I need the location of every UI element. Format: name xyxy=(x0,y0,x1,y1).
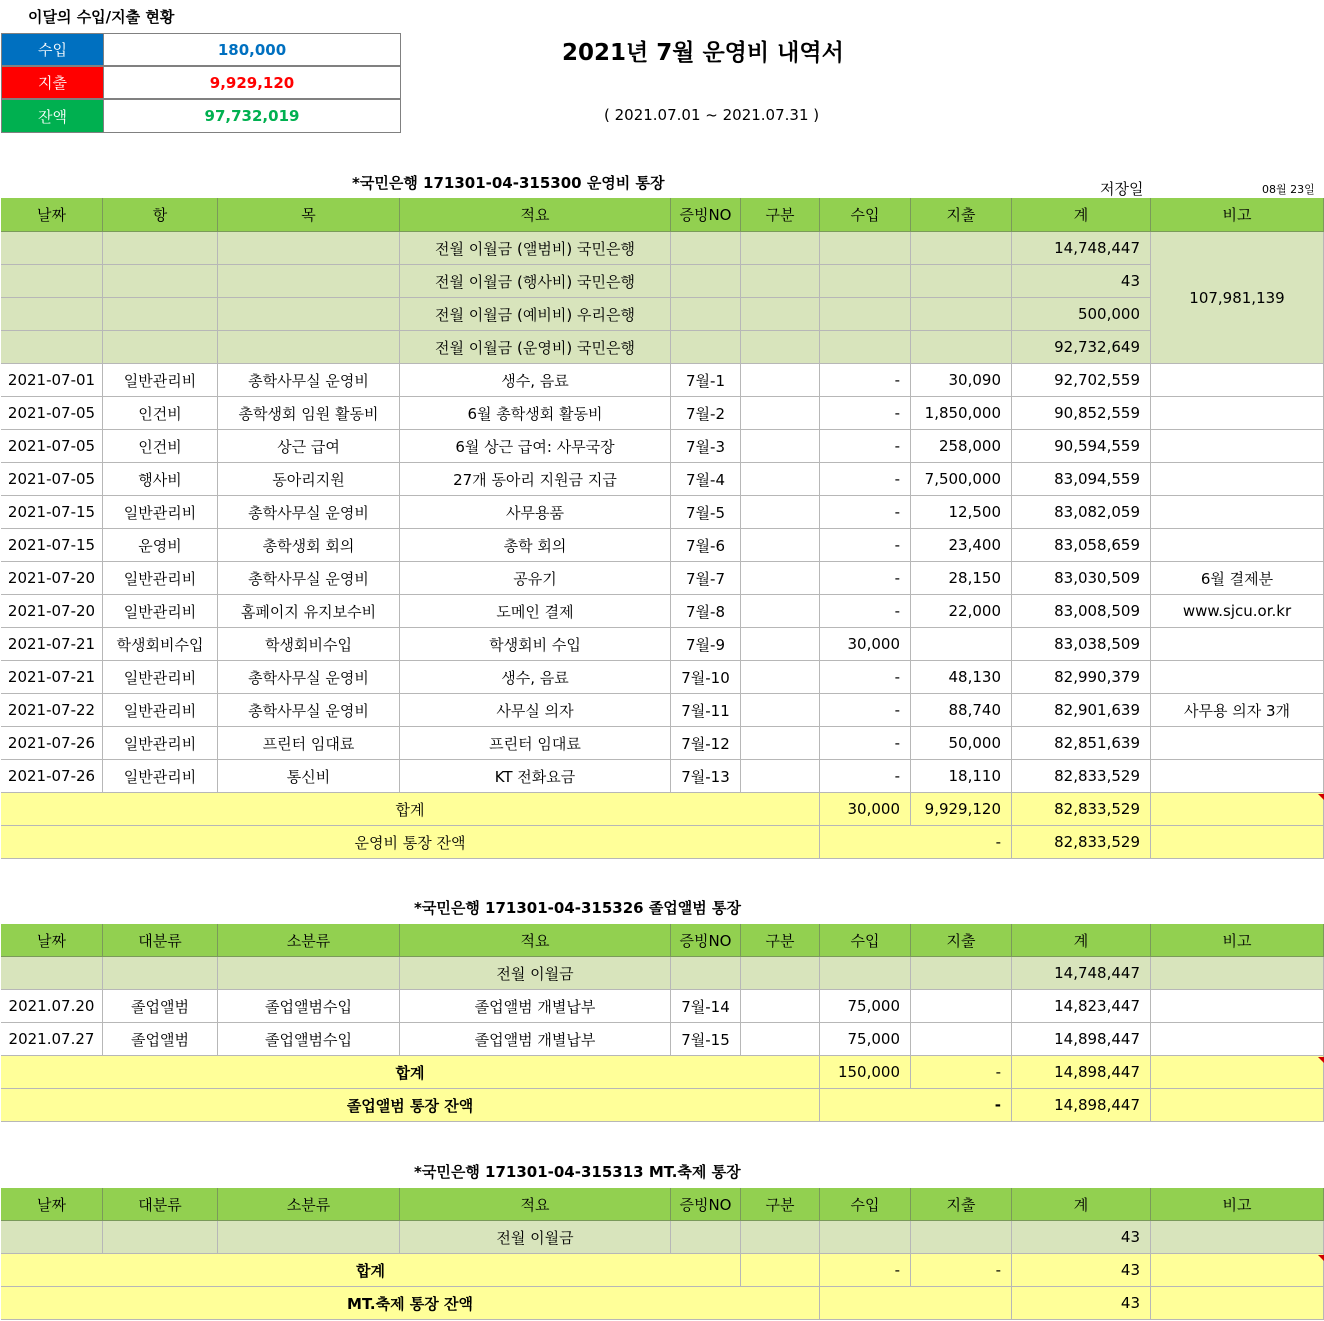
carry-cell xyxy=(103,957,218,990)
comment-marker-icon xyxy=(1318,1057,1324,1063)
carry-cell xyxy=(671,331,741,364)
row-sub: 동아리지원 xyxy=(218,463,400,496)
carry-total: 14,748,447 xyxy=(1012,232,1151,265)
income-label: 수입 xyxy=(1,33,104,66)
row-inc: - xyxy=(820,430,911,463)
row-type xyxy=(741,397,820,430)
carry-cell xyxy=(103,298,218,331)
row-date: 2021-07-26 xyxy=(1,760,103,793)
row-exp: 22,000 xyxy=(911,595,1012,628)
row-date: 2021-07-05 xyxy=(1,463,103,496)
row-total: 83,038,509 xyxy=(1012,628,1151,661)
row-sub: 총학사무실 운영비 xyxy=(218,694,400,727)
row-total: 90,852,559 xyxy=(1012,397,1151,430)
column-header: 비고 xyxy=(1151,1188,1324,1221)
balance-value: 97,732,019 xyxy=(103,99,401,133)
row-sub: 총학사무실 운영비 xyxy=(218,364,400,397)
row-inc: - xyxy=(820,694,911,727)
row-total: 82,833,529 xyxy=(1012,760,1151,793)
row-inc: - xyxy=(820,529,911,562)
row-cat: 일반관리비 xyxy=(103,760,218,793)
row-note xyxy=(1151,661,1324,694)
column-header: 날짜 xyxy=(1,198,103,232)
column-header: 구분 xyxy=(741,198,820,232)
carry-cell xyxy=(911,298,1012,331)
column-header: 적요 xyxy=(400,1188,671,1221)
row-total: 82,851,639 xyxy=(1012,727,1151,760)
column-header: 목 xyxy=(218,198,400,232)
row-cat: 운영비 xyxy=(103,529,218,562)
row-date: 2021.07.27 xyxy=(1,1023,103,1056)
row-cat: 인건비 xyxy=(103,397,218,430)
sum-note xyxy=(1151,1254,1324,1287)
row-exp xyxy=(911,1023,1012,1056)
carry-cell xyxy=(741,957,820,990)
column-header: 구분 xyxy=(741,1188,820,1221)
carry-cell xyxy=(1,265,103,298)
row-total: 83,030,509 xyxy=(1012,562,1151,595)
carry-total: 43 xyxy=(1012,1221,1151,1254)
column-header: 지출 xyxy=(911,1188,1012,1221)
column-header: 수입 xyxy=(820,1188,911,1221)
row-note xyxy=(1151,727,1324,760)
carry-cell xyxy=(820,265,911,298)
carry-desc: 전월 이월금 (행사비) 국민은행 xyxy=(400,265,671,298)
balance-label: 운영비 통장 잔액 xyxy=(1,826,820,859)
row-exp xyxy=(911,990,1012,1023)
row-exp: 50,000 xyxy=(911,727,1012,760)
row-desc: 학생회비 수입 xyxy=(400,628,671,661)
carry-total: 43 xyxy=(1012,265,1151,298)
comment-marker-icon xyxy=(1318,794,1324,800)
row-desc: 총학 회의 xyxy=(400,529,671,562)
report-period: ( 2021.07.01 ~ 2021.07.31 ) xyxy=(604,106,820,124)
row-exp: 48,130 xyxy=(911,661,1012,694)
row-sub: 홈페이지 유지보수비 xyxy=(218,595,400,628)
column-header: 계 xyxy=(1012,1188,1151,1221)
row-no: 7월-13 xyxy=(671,760,741,793)
carry-cell xyxy=(671,1221,741,1254)
carry-desc: 전월 이월금 xyxy=(400,1221,671,1254)
row-type xyxy=(741,529,820,562)
section-title: *국민은행 171301-04-315313 MT.축제 통장 xyxy=(414,1163,741,1181)
carry-total: 14,748,447 xyxy=(1012,957,1151,990)
row-desc: 6월 상근 급여: 사무국장 xyxy=(400,430,671,463)
balance-total: 14,898,447 xyxy=(1012,1089,1151,1122)
row-sub: 통신비 xyxy=(218,760,400,793)
carry-note: 107,981,139 xyxy=(1151,232,1324,364)
row-no: 7월-3 xyxy=(671,430,741,463)
column-header: 증빙NO xyxy=(671,924,741,957)
row-no: 7월-7 xyxy=(671,562,741,595)
row-no: 7월-1 xyxy=(671,364,741,397)
row-type xyxy=(741,694,820,727)
balance-label: 잔액 xyxy=(1,99,104,133)
column-header: 계 xyxy=(1012,924,1151,957)
row-desc: 공유기 xyxy=(400,562,671,595)
column-header: 소분류 xyxy=(218,924,400,957)
column-header: 지출 xyxy=(911,198,1012,232)
row-note xyxy=(1151,990,1324,1023)
row-type xyxy=(741,562,820,595)
row-no: 7월-12 xyxy=(671,727,741,760)
row-inc: - xyxy=(820,727,911,760)
row-note: 6월 결제분 xyxy=(1151,562,1324,595)
column-header: 적요 xyxy=(400,924,671,957)
row-cat: 일반관리비 xyxy=(103,694,218,727)
row-total: 82,990,379 xyxy=(1012,661,1151,694)
row-note xyxy=(1151,397,1324,430)
carry-cell xyxy=(1151,957,1324,990)
row-note xyxy=(1151,628,1324,661)
save-label: 저장일 xyxy=(1100,180,1144,198)
column-header: 적요 xyxy=(400,198,671,232)
balance-total: 82,833,529 xyxy=(1012,826,1151,859)
carry-cell xyxy=(103,1221,218,1254)
expense-value: 9,929,120 xyxy=(103,66,401,99)
carry-cell xyxy=(911,265,1012,298)
row-note xyxy=(1151,364,1324,397)
row-cat: 일반관리비 xyxy=(103,661,218,694)
row-desc: KT 전화요금 xyxy=(400,760,671,793)
row-total: 92,702,559 xyxy=(1012,364,1151,397)
row-type xyxy=(741,1023,820,1056)
row-type xyxy=(741,496,820,529)
carry-cell xyxy=(820,298,911,331)
comment-marker-icon xyxy=(1318,1255,1324,1261)
row-date: 2021-07-15 xyxy=(1,496,103,529)
row-desc: 졸업앨범 개별납부 xyxy=(400,990,671,1023)
carry-cell xyxy=(1,298,103,331)
row-type xyxy=(741,727,820,760)
carry-cell xyxy=(218,232,400,265)
row-no: 7월-14 xyxy=(671,990,741,1023)
row-inc: - xyxy=(820,496,911,529)
carry-cell xyxy=(741,298,820,331)
balance-note xyxy=(1151,1089,1324,1122)
sum-total: 14,898,447 xyxy=(1012,1056,1151,1089)
row-date: 2021.07.20 xyxy=(1,990,103,1023)
carry-cell xyxy=(820,232,911,265)
row-no: 7월-5 xyxy=(671,496,741,529)
column-header: 소분류 xyxy=(218,1188,400,1221)
row-cat: 일반관리비 xyxy=(103,595,218,628)
row-no: 7월-8 xyxy=(671,595,741,628)
column-header: 구분 xyxy=(741,924,820,957)
row-inc: - xyxy=(820,364,911,397)
row-total: 90,594,559 xyxy=(1012,430,1151,463)
row-sub: 프린터 임대료 xyxy=(218,727,400,760)
row-note xyxy=(1151,529,1324,562)
row-no: 7월-9 xyxy=(671,628,741,661)
summary-title: 이달의 수입/지출 현황 xyxy=(28,8,175,26)
row-date: 2021-07-20 xyxy=(1,562,103,595)
column-header: 비고 xyxy=(1151,924,1324,957)
expense-label: 지출 xyxy=(1,66,104,99)
carry-cell xyxy=(1151,1221,1324,1254)
row-cat: 학생회비수입 xyxy=(103,628,218,661)
row-sub: 총학사무실 운영비 xyxy=(218,661,400,694)
sum-expense: - xyxy=(911,1254,1012,1287)
row-total: 14,898,447 xyxy=(1012,1023,1151,1056)
row-date: 2021-07-21 xyxy=(1,661,103,694)
row-desc: 프린터 임대료 xyxy=(400,727,671,760)
row-note xyxy=(1151,760,1324,793)
carry-desc: 전월 이월금 (앨범비) 국민은행 xyxy=(400,232,671,265)
carry-cell xyxy=(1,957,103,990)
row-desc: 생수, 음료 xyxy=(400,661,671,694)
carry-desc: 전월 이월금 xyxy=(400,957,671,990)
row-date: 2021-07-05 xyxy=(1,397,103,430)
row-desc: 도메인 결제 xyxy=(400,595,671,628)
carry-cell xyxy=(820,957,911,990)
row-type xyxy=(741,661,820,694)
row-note xyxy=(1151,496,1324,529)
row-exp: 28,150 xyxy=(911,562,1012,595)
row-type xyxy=(741,760,820,793)
row-desc: 사무용품 xyxy=(400,496,671,529)
column-header: 대분류 xyxy=(103,1188,218,1221)
row-exp: 1,850,000 xyxy=(911,397,1012,430)
balance-total: 43 xyxy=(1012,1287,1151,1320)
column-header: 수입 xyxy=(820,198,911,232)
balance-note xyxy=(1151,1287,1324,1320)
row-exp: 88,740 xyxy=(911,694,1012,727)
sum-income: 30,000 xyxy=(820,793,911,826)
sum-total: 82,833,529 xyxy=(1012,793,1151,826)
carry-cell xyxy=(911,1221,1012,1254)
row-desc: 27개 동아리 지원금 지급 xyxy=(400,463,671,496)
carry-cell xyxy=(218,331,400,364)
row-date: 2021-07-01 xyxy=(1,364,103,397)
row-type xyxy=(741,364,820,397)
column-header: 증빙NO xyxy=(671,198,741,232)
section-title: *국민은행 171301-04-315326 졸업앨범 통장 xyxy=(414,899,741,917)
report-title: 2021년 7월 운영비 내역서 xyxy=(562,40,844,66)
row-inc: 30,000 xyxy=(820,628,911,661)
row-exp: 30,090 xyxy=(911,364,1012,397)
row-inc: - xyxy=(820,595,911,628)
carry-total: 92,732,649 xyxy=(1012,331,1151,364)
row-sub: 졸업앨범수입 xyxy=(218,1023,400,1056)
row-inc: - xyxy=(820,760,911,793)
row-exp: 7,500,000 xyxy=(911,463,1012,496)
row-cat: 졸업앨범 xyxy=(103,1023,218,1056)
row-type xyxy=(741,463,820,496)
row-exp: 258,000 xyxy=(911,430,1012,463)
row-note: 사무용 의자 3개 xyxy=(1151,694,1324,727)
row-cat: 인건비 xyxy=(103,430,218,463)
carry-cell xyxy=(671,957,741,990)
row-exp: 18,110 xyxy=(911,760,1012,793)
carry-cell xyxy=(103,265,218,298)
row-exp: 23,400 xyxy=(911,529,1012,562)
row-sub: 총학생회 임원 활동비 xyxy=(218,397,400,430)
row-desc: 졸업앨범 개별납부 xyxy=(400,1023,671,1056)
carry-cell xyxy=(218,298,400,331)
row-exp: 12,500 xyxy=(911,496,1012,529)
row-sub: 졸업앨범수입 xyxy=(218,990,400,1023)
sum-label: 합계 xyxy=(1,1254,741,1287)
row-desc: 6월 총학생회 활동비 xyxy=(400,397,671,430)
row-total: 82,901,639 xyxy=(1012,694,1151,727)
carry-desc: 전월 이월금 (운영비) 국민은행 xyxy=(400,331,671,364)
row-type xyxy=(741,628,820,661)
column-header: 계 xyxy=(1012,198,1151,232)
row-sub: 총학생회 회의 xyxy=(218,529,400,562)
carry-desc: 전월 이월금 (예비비) 우리은행 xyxy=(400,298,671,331)
balance-label: 졸업앨범 통장 잔액 xyxy=(1,1089,820,1122)
carry-total: 500,000 xyxy=(1012,298,1151,331)
carry-cell xyxy=(820,1221,911,1254)
carry-cell xyxy=(911,232,1012,265)
carry-cell xyxy=(1,232,103,265)
section-title: *국민은행 171301-04-315300 운영비 통장 xyxy=(352,174,665,192)
row-note xyxy=(1151,463,1324,496)
row-total: 83,058,659 xyxy=(1012,529,1151,562)
carry-cell xyxy=(218,265,400,298)
row-cat: 일반관리비 xyxy=(103,727,218,760)
row-date: 2021-07-26 xyxy=(1,727,103,760)
sum-total: 43 xyxy=(1012,1254,1151,1287)
carry-cell xyxy=(911,957,1012,990)
carry-cell xyxy=(671,232,741,265)
sum-type xyxy=(741,1254,820,1287)
row-note: www.sjcu.or.kr xyxy=(1151,595,1324,628)
row-date: 2021-07-05 xyxy=(1,430,103,463)
column-header: 증빙NO xyxy=(671,1188,741,1221)
row-no: 7월-11 xyxy=(671,694,741,727)
carry-cell xyxy=(218,1221,400,1254)
balance-expense: - xyxy=(820,826,1012,859)
column-header: 비고 xyxy=(1151,198,1324,232)
balance-label: MT.축제 통장 잔액 xyxy=(1,1287,820,1320)
carry-cell xyxy=(741,1221,820,1254)
row-sub: 상근 급여 xyxy=(218,430,400,463)
row-inc: 75,000 xyxy=(820,1023,911,1056)
sum-note xyxy=(1151,793,1324,826)
carry-cell xyxy=(741,232,820,265)
sum-label: 합계 xyxy=(1,793,820,826)
carry-cell xyxy=(103,232,218,265)
row-cat: 일반관리비 xyxy=(103,496,218,529)
row-no: 7월-4 xyxy=(671,463,741,496)
income-value: 180,000 xyxy=(103,33,401,66)
row-sub: 학생회비수입 xyxy=(218,628,400,661)
row-cat: 일반관리비 xyxy=(103,364,218,397)
row-inc: - xyxy=(820,562,911,595)
balance-expense xyxy=(820,1287,1012,1320)
sum-income: - xyxy=(820,1254,911,1287)
row-note xyxy=(1151,1023,1324,1056)
column-header: 지출 xyxy=(911,924,1012,957)
column-header: 수입 xyxy=(820,924,911,957)
row-inc: - xyxy=(820,661,911,694)
row-cat: 행사비 xyxy=(103,463,218,496)
column-header: 날짜 xyxy=(1,924,103,957)
carry-cell xyxy=(741,331,820,364)
row-desc: 사무실 의자 xyxy=(400,694,671,727)
row-cat: 일반관리비 xyxy=(103,562,218,595)
sum-note xyxy=(1151,1056,1324,1089)
sum-label: 합계 xyxy=(1,1056,820,1089)
row-inc: - xyxy=(820,463,911,496)
carry-cell xyxy=(671,298,741,331)
carry-cell xyxy=(218,957,400,990)
row-no: 7월-15 xyxy=(671,1023,741,1056)
row-sub: 총학사무실 운영비 xyxy=(218,562,400,595)
row-desc: 생수, 음료 xyxy=(400,364,671,397)
row-sub: 총학사무실 운영비 xyxy=(218,496,400,529)
row-no: 7월-6 xyxy=(671,529,741,562)
balance-expense: - xyxy=(820,1089,1012,1122)
carry-cell xyxy=(671,265,741,298)
row-note xyxy=(1151,430,1324,463)
row-total: 83,008,509 xyxy=(1012,595,1151,628)
row-cat: 졸업앨범 xyxy=(103,990,218,1023)
carry-cell xyxy=(820,331,911,364)
row-total: 83,082,059 xyxy=(1012,496,1151,529)
carry-cell xyxy=(911,331,1012,364)
row-inc: - xyxy=(820,397,911,430)
sum-expense: - xyxy=(911,1056,1012,1089)
sum-expense: 9,929,120 xyxy=(911,793,1012,826)
carry-cell xyxy=(741,265,820,298)
row-date: 2021-07-15 xyxy=(1,529,103,562)
row-inc: 75,000 xyxy=(820,990,911,1023)
row-date: 2021-07-21 xyxy=(1,628,103,661)
row-type xyxy=(741,430,820,463)
balance-note xyxy=(1151,826,1324,859)
sum-income: 150,000 xyxy=(820,1056,911,1089)
column-header: 대분류 xyxy=(103,924,218,957)
row-total: 83,094,559 xyxy=(1012,463,1151,496)
row-date: 2021-07-22 xyxy=(1,694,103,727)
row-total: 14,823,447 xyxy=(1012,990,1151,1023)
row-no: 7월-10 xyxy=(671,661,741,694)
row-type xyxy=(741,990,820,1023)
row-date: 2021-07-20 xyxy=(1,595,103,628)
save-date: 08월 23일 xyxy=(1262,183,1315,196)
row-type xyxy=(741,595,820,628)
carry-cell xyxy=(1,1221,103,1254)
row-no: 7월-2 xyxy=(671,397,741,430)
column-header: 항 xyxy=(103,198,218,232)
row-exp xyxy=(911,628,1012,661)
column-header: 날짜 xyxy=(1,1188,103,1221)
carry-cell xyxy=(1,331,103,364)
carry-cell xyxy=(103,331,218,364)
